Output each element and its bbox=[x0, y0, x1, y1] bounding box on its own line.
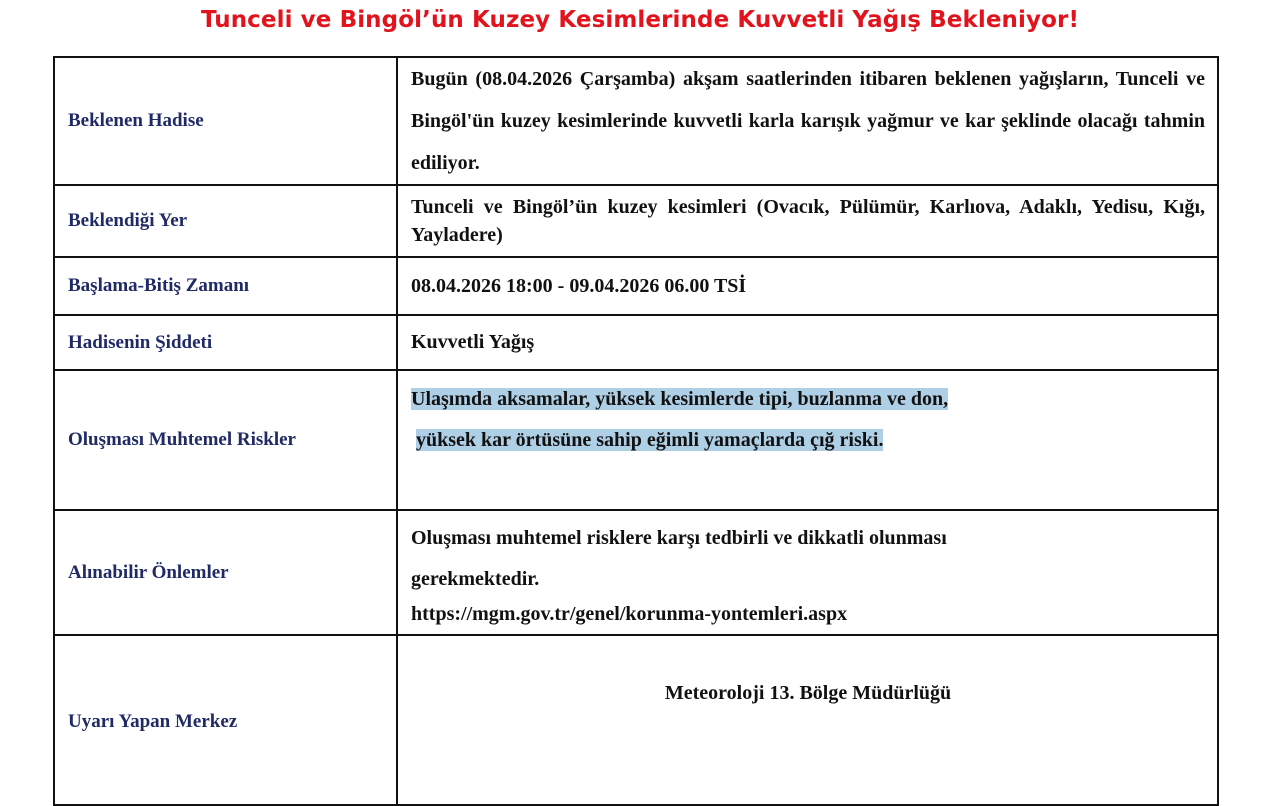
highlighted-text: yüksek kar örtüsüne sahip eğimli yamaçlarda çığ riski. bbox=[416, 429, 884, 451]
row-label-expected-event: Beklenen Hadise bbox=[54, 57, 397, 185]
row-label-expected-location: Beklendiği Yer bbox=[54, 185, 397, 257]
table-row-expected-location bbox=[54, 185, 1218, 257]
row-value-start-end-time: 08.04.2026 18:00 - 09.04.2026 06.00 TSİ bbox=[397, 257, 1218, 315]
table-row-severity bbox=[54, 315, 1218, 370]
row-label-start-end-time: Başlama-Bitiş Zamanı bbox=[54, 257, 397, 315]
table-row-expected-event bbox=[54, 57, 1218, 185]
precautions-line-2: gerekmektedir. bbox=[411, 567, 540, 590]
row-label-severity: Hadisenin Şiddeti bbox=[54, 315, 397, 370]
expected-event-text: Bugün (08.04.2026 Çarşamba) akşam saatlerinden itibaren beklenen yağışların, Tunceli ve Bingöl'ün kuzey kesimlerinde kuvvetli karla karışık yağmur ve kar şeklinde olacağı tahmin ediliyor. bbox=[411, 68, 1205, 174]
row-label-possible-risks: Oluşması Muhtemel Riskler bbox=[54, 370, 397, 510]
precautions-link[interactable]: https://mgm.gov.tr/genel/korunma-yontemleri.aspx bbox=[411, 602, 848, 625]
possible-risks-line-2 bbox=[411, 420, 1205, 461]
expected-location-text: Tunceli ve Bingöl’ün kuzey kesimleri (Ovacık, Pülümür, Karlıova, Adaklı, Yedisu, Kığı, Yayladere) bbox=[411, 196, 1205, 246]
row-value-precautions bbox=[397, 510, 1218, 635]
row-label-precautions: Alınabilir Önlemler bbox=[54, 510, 397, 635]
table-row-precautions bbox=[54, 510, 1218, 635]
row-value-warning-center: Meteoroloji 13. Bölge Müdürlüğü bbox=[397, 635, 1218, 805]
row-value-severity: Kuvvetli Yağış bbox=[397, 315, 1218, 370]
row-label-warning-center: Uyarı Yapan Merkez bbox=[54, 635, 397, 805]
row-value-expected-event bbox=[397, 57, 1218, 185]
possible-risks-line-1 bbox=[411, 379, 1205, 420]
table-row-start-end-time bbox=[54, 257, 1218, 315]
warning-table bbox=[53, 56, 1219, 806]
table-row-possible-risks bbox=[54, 370, 1218, 510]
page-title: Tunceli ve Bingöl’ün Kuzey Kesimlerinde Kuvvetli Yağış Bekleniyor! bbox=[200, 7, 1080, 33]
table-row-warning-center bbox=[54, 635, 1218, 805]
precautions-line-1: Oluşması muhtemel risklere karşı tedbirli ve dikkatli olunması bbox=[411, 526, 947, 549]
row-value-possible-risks bbox=[397, 370, 1218, 510]
highlighted-text: Ulaşımda aksamalar, yüksek kesimlerde tipi, buzlanma ve don, bbox=[411, 388, 949, 410]
row-value-expected-location bbox=[397, 185, 1218, 257]
